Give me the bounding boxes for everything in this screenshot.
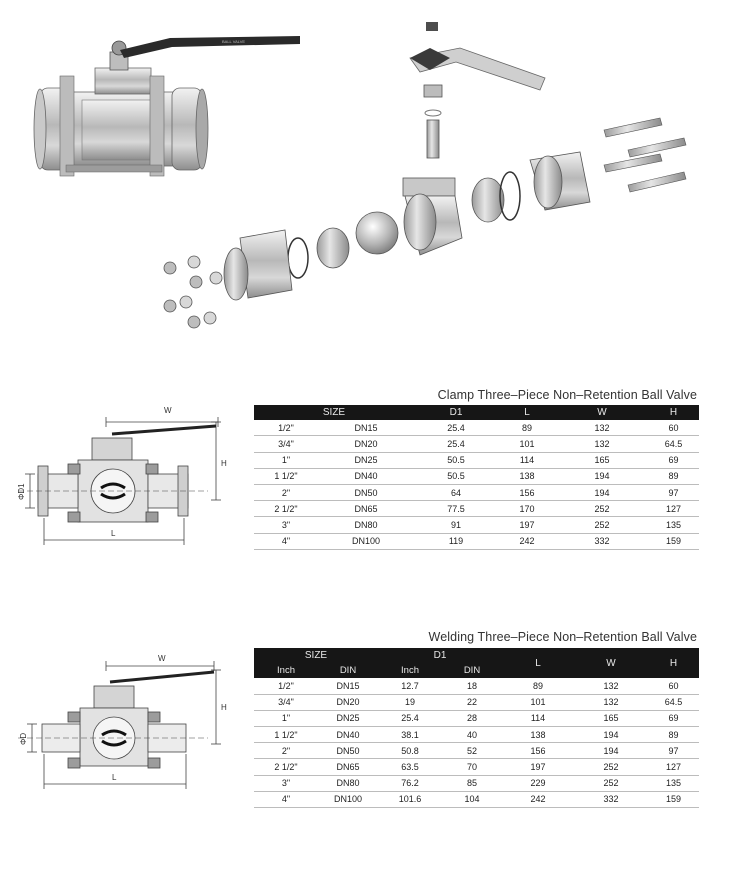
- product-illustration: [0, 0, 741, 345]
- welding-table-cell: 197: [502, 759, 574, 775]
- clamp-table-cell: DN40: [318, 468, 414, 484]
- clamp-table-cell: 4": [254, 533, 318, 549]
- clamp-table-cell: 132: [556, 436, 648, 452]
- welding-table-cell: DN40: [318, 726, 378, 742]
- welding-table-cell: 89: [502, 678, 574, 694]
- assembled-valve: [34, 36, 300, 176]
- clamp-col-d1: D1: [414, 405, 498, 420]
- welding-spec-table: [254, 648, 699, 808]
- welding-table-cell: 63.5: [378, 759, 442, 775]
- welding-table-cell: 12.7: [378, 678, 442, 694]
- clamp-table-cell: DN25: [318, 452, 414, 468]
- clamp-table-cell: 194: [556, 484, 648, 500]
- welding-sub-inch: Inch: [254, 663, 318, 678]
- welding-table-cell: 40: [442, 726, 502, 742]
- welding-table-cell: 2 1/2": [254, 759, 318, 775]
- welding-table-cell: 1 1/2": [254, 726, 318, 742]
- welding-table-cell: 252: [574, 775, 648, 791]
- clamp-table-cell: DN100: [318, 533, 414, 549]
- welding-table-cell: 38.1: [378, 726, 442, 742]
- welding-table-cell: 332: [574, 791, 648, 807]
- welding-table-cell: 25.4: [378, 710, 442, 726]
- welding-table-cell: 135: [648, 775, 699, 791]
- welding-table-cell: 3/4": [254, 694, 318, 710]
- welding-table-cell: DN65: [318, 759, 378, 775]
- welding-table-cell: 242: [502, 791, 574, 807]
- welding-table-cell: 229: [502, 775, 574, 791]
- welding-col-h: H: [648, 648, 699, 678]
- clamp-label-d1: ΦD1: [17, 483, 26, 500]
- welding-col-w: W: [574, 648, 648, 678]
- clamp-spec-table: [254, 405, 699, 550]
- clamp-table-cell: 170: [498, 501, 556, 517]
- clamp-table-row: [254, 533, 699, 549]
- welding-table-cell: DN80: [318, 775, 378, 791]
- clamp-table-cell: DN65: [318, 501, 414, 517]
- welding-table-header: [254, 648, 699, 663]
- welding-table-cell: 60: [648, 678, 699, 694]
- welding-table-cell: 252: [574, 759, 648, 775]
- clamp-table-cell: 25.4: [414, 420, 498, 436]
- handle-text: BALL VALVE: [222, 39, 246, 44]
- clamp-table-cell: 114: [498, 452, 556, 468]
- clamp-dimension-drawing: [18, 400, 243, 550]
- clamp-table-cell: 2 1/2": [254, 501, 318, 517]
- clamp-col-h: H: [648, 405, 699, 420]
- welding-table-cell: 194: [574, 743, 648, 759]
- clamp-col-w: W: [556, 405, 648, 420]
- clamp-table-row: [254, 517, 699, 533]
- welding-table-cell: 70: [442, 759, 502, 775]
- clamp-table-cell: 89: [498, 420, 556, 436]
- welding-section-title: Welding Three–Piece Non–Retention Ball Valve: [428, 630, 697, 644]
- welding-col-d1: D1: [378, 648, 502, 663]
- welding-table-row: [254, 775, 699, 791]
- welding-sub-d1-din: DIN: [442, 663, 502, 678]
- clamp-table-cell: 64.5: [648, 436, 699, 452]
- clamp-table-cell: 60: [648, 420, 699, 436]
- clamp-label-h: H: [221, 459, 227, 468]
- welding-dimension-drawing: [18, 652, 243, 802]
- clamp-table-cell: 156: [498, 484, 556, 500]
- clamp-table-cell: 132: [556, 420, 648, 436]
- clamp-table-cell: 138: [498, 468, 556, 484]
- welding-table-cell: 132: [574, 694, 648, 710]
- clamp-table-row: [254, 501, 699, 517]
- welding-label-d: ΦD: [19, 732, 28, 745]
- clamp-table-row: [254, 436, 699, 452]
- clamp-table-row: [254, 484, 699, 500]
- welding-table-cell: 19: [378, 694, 442, 710]
- welding-col-l: L: [502, 648, 574, 678]
- welding-table-row: [254, 710, 699, 726]
- clamp-table-row: [254, 420, 699, 436]
- clamp-table-cell: 89: [648, 468, 699, 484]
- welding-table-cell: DN20: [318, 694, 378, 710]
- clamp-table-cell: 194: [556, 468, 648, 484]
- clamp-label-l: L: [111, 529, 116, 538]
- welding-table-row: [254, 694, 699, 710]
- welding-label-h: H: [221, 703, 227, 712]
- clamp-table-cell: 101: [498, 436, 556, 452]
- clamp-table-cell: 135: [648, 517, 699, 533]
- welding-table-cell: 2": [254, 743, 318, 759]
- welding-sub-d1-inch: Inch: [378, 663, 442, 678]
- welding-table-cell: 104: [442, 791, 502, 807]
- welding-table-cell: 76.2: [378, 775, 442, 791]
- welding-table-cell: 85: [442, 775, 502, 791]
- clamp-table-cell: DN15: [318, 420, 414, 436]
- welding-table-cell: 138: [502, 726, 574, 742]
- welding-table-cell: 1/2": [254, 678, 318, 694]
- clamp-table-cell: 159: [648, 533, 699, 549]
- welding-table-cell: 101.6: [378, 791, 442, 807]
- clamp-table-cell: 97: [648, 484, 699, 500]
- welding-table-cell: 4": [254, 791, 318, 807]
- welding-table-cell: DN100: [318, 791, 378, 807]
- clamp-table-cell: 69: [648, 452, 699, 468]
- welding-col-size: SIZE: [254, 648, 378, 663]
- welding-table-cell: 52: [442, 743, 502, 759]
- clamp-table-row: [254, 468, 699, 484]
- clamp-table-row: [254, 452, 699, 468]
- welding-table-row: [254, 759, 699, 775]
- clamp-table-cell: 3": [254, 517, 318, 533]
- clamp-table-cell: 1 1/2": [254, 468, 318, 484]
- welding-table-cell: 127: [648, 759, 699, 775]
- welding-table-row: [254, 678, 699, 694]
- welding-table-cell: 114: [502, 710, 574, 726]
- clamp-table-cell: 91: [414, 517, 498, 533]
- welding-table-cell: 132: [574, 678, 648, 694]
- clamp-table-cell: 50.5: [414, 468, 498, 484]
- welding-table-cell: 28: [442, 710, 502, 726]
- clamp-table-cell: 2": [254, 484, 318, 500]
- welding-table-cell: 69: [648, 710, 699, 726]
- clamp-table-cell: 242: [498, 533, 556, 549]
- welding-table-cell: 18: [442, 678, 502, 694]
- clamp-section-title: Clamp Three–Piece Non–Retention Ball Valve: [437, 388, 697, 402]
- welding-table-cell: 165: [574, 710, 648, 726]
- clamp-label-w: W: [164, 406, 172, 415]
- welding-table-row: [254, 726, 699, 742]
- welding-table-cell: DN25: [318, 710, 378, 726]
- exploded-valve: [164, 22, 686, 328]
- clamp-table-cell: 64: [414, 484, 498, 500]
- clamp-col-l: L: [498, 405, 556, 420]
- welding-table-cell: DN50: [318, 743, 378, 759]
- welding-table-row: [254, 743, 699, 759]
- clamp-table-cell: 127: [648, 501, 699, 517]
- clamp-table-cell: 77.5: [414, 501, 498, 517]
- welding-table-cell: 3": [254, 775, 318, 791]
- clamp-table-cell: 252: [556, 517, 648, 533]
- welding-sub-din: DIN: [318, 663, 378, 678]
- welding-label-l: L: [112, 773, 117, 782]
- clamp-table-cell: 1": [254, 452, 318, 468]
- welding-table-cell: 89: [648, 726, 699, 742]
- clamp-table-header: [254, 405, 699, 420]
- welding-table-cell: DN15: [318, 678, 378, 694]
- welding-table-cell: 159: [648, 791, 699, 807]
- welding-table-cell: 156: [502, 743, 574, 759]
- clamp-table-cell: 1/2": [254, 420, 318, 436]
- clamp-table-cell: 252: [556, 501, 648, 517]
- clamp-table-cell: 119: [414, 533, 498, 549]
- clamp-table-cell: DN20: [318, 436, 414, 452]
- welding-table-cell: 194: [574, 726, 648, 742]
- clamp-table-cell: 332: [556, 533, 648, 549]
- welding-table-cell: 50.8: [378, 743, 442, 759]
- clamp-table-cell: DN50: [318, 484, 414, 500]
- clamp-table-cell: 25.4: [414, 436, 498, 452]
- clamp-table-cell: 197: [498, 517, 556, 533]
- clamp-col-size: SIZE: [254, 405, 414, 420]
- clamp-table-cell: 165: [556, 452, 648, 468]
- welding-table-cell: 22: [442, 694, 502, 710]
- welding-table-cell: 64.5: [648, 694, 699, 710]
- welding-table-row: [254, 791, 699, 807]
- welding-table-cell: 1": [254, 710, 318, 726]
- clamp-table-cell: DN80: [318, 517, 414, 533]
- clamp-table-cell: 3/4": [254, 436, 318, 452]
- clamp-table-cell: 50.5: [414, 452, 498, 468]
- welding-table-cell: 101: [502, 694, 574, 710]
- welding-table-cell: 97: [648, 743, 699, 759]
- welding-label-w: W: [158, 654, 166, 663]
